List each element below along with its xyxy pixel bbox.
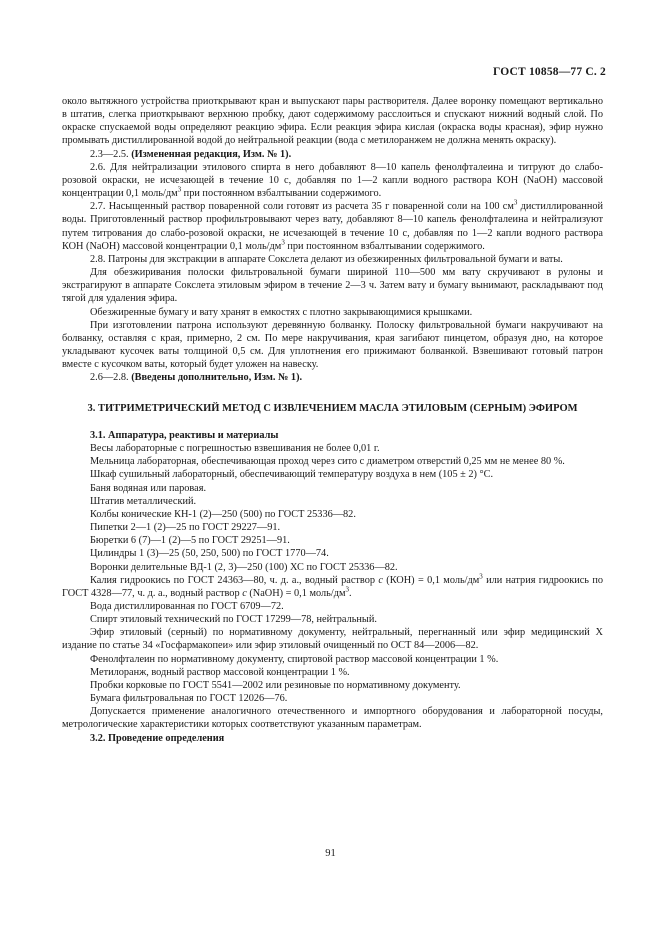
- list-item: Весы лабораторные с погрешностью взвешивания не более 0,01 г.: [90, 443, 380, 455]
- list-item: Мельница лабораторная, обеспечивающая проход через сито с диаметром отверстий 0,25 мм не менее 80 %.: [90, 456, 565, 468]
- paragraph-amendment-2-3: [62, 148, 603, 161]
- list-item: Баня водяная или паровая.: [90, 482, 207, 494]
- document-body: [62, 95, 603, 745]
- list-item: Цилиндры 1 (3)—25 (50, 250, 500) по ГОСТ 1770—74.: [90, 548, 329, 560]
- list-item: Шкаф сушильный лабораторный, обеспечивающий температуру воздуха в нем (105 ± 2) °С.: [90, 469, 494, 481]
- paragraph-cartridge: При изготовлении патрона используют деревянную болванку. Полоску фильтровальной бумаги накручивают на болванку, оставляя с края, примерно, 2 см. По мере накручивания, края загибают пинцетом, образуя дно, на которое укладывают кусочек ваты толщиной 0,5 см. Для уплотнения его прижимают болванкой. Взвешивают готовый патрон вместе с кусочком ваты, который будет уложен на навеску.: [62, 319, 603, 371]
- clause-ref: 2.3—2.5.: [90, 148, 129, 160]
- list-item: Спирт этиловый технический по ГОСТ 17299—78, нейтральный.: [90, 614, 377, 626]
- list-item: Бумага фильтровальная по ГОСТ 12026—76.: [90, 693, 288, 705]
- list-item: Эфир этиловый (серный) по нормативному документу, нейтральный, перегнанный или эфир медицинский Х издание по статье 34 «Госфармакопеи» или эфир этиловый очищенный по ОСТ 84—2006—82.: [62, 627, 603, 652]
- amendment-note: (Введены дополнительно, Изм. № 1).: [131, 372, 303, 384]
- subsection-heading: 3.2. Проведение определения: [90, 732, 225, 744]
- list-item: Фенолфталеин по нормативному документу, спиртовой раствор массовой концентрации 1 %.: [90, 653, 499, 665]
- amendment-note: (Измененная редакция, Изм. № 1).: [131, 148, 292, 160]
- paragraph-amendment-2-6: [62, 371, 603, 384]
- document-header: ГОСТ 10858—77 С. 2: [493, 66, 606, 78]
- list-item: Допускается применение аналогичного отечественного и импортного оборудования и лабораторной посуды, метрологические характеристики которых соответствуют указанным параметрам.: [62, 706, 603, 731]
- clause-ref: 2.6—2.8.: [90, 372, 129, 384]
- page-number: 91: [325, 848, 336, 859]
- paragraph-2-8: 2.8. Патроны для экстракции в аппарате Сокслета делают из обезжиренных фильтровальной бумаги и ваты.: [90, 253, 563, 265]
- list-item: Воронки делительные ВД-1 (2, 3)—250 (100) ХС по ГОСТ 25336—82.: [90, 561, 398, 573]
- paragraph-2-6: 2.6. Для нейтрализации этилового спирта в него добавляют 8—10 капель фенолфталеина и титруют до слабо-розовой окраски, не исчезающей в течение 10 с, добавляя по 1—2 капли водного раствора КОН (NaOH) массовой концентрации 0,1 моль/$дм^3$ при постоянном взбалтывании содержимого.: [62, 161, 603, 200]
- paragraph-degreasing: Для обезжиривания полоски фильтровальной бумаги шириной 110—500 мм вату скручивают в рулоны и экстрагируют в аппарате Сокслета этиловым эфиром в течение 2—3 ч. Затем вату и бумагу вынимают, раскладывают под тягой для удаления эфира.: [62, 267, 603, 305]
- list-item: Метилоранж, водный раствор массовой концентрации 1 %.: [90, 666, 350, 678]
- list-item: Пипетки 2—1 (2)—25 по ГОСТ 29227—91.: [90, 522, 281, 534]
- list-item: Пробки корковые по ГОСТ 5541—2002 или резиновые по нормативному документу.: [90, 679, 461, 691]
- paragraph-2-7: 2.7. Насыщенный раствор поваренной соли готовят из расчета 35 г поваренной соли на 100 $см^3$ дистиллированной воды. Приготовленный раствор профильтровывают через вату, добавляют 8—10 капель фенолфталеина и нейтрализуют путем титрования до слабо-розовой окраски, не исчезающей в течение 10 с, добавляя по 1—2 капли водного раствора КОН (NaOH) массовой концентрации 0,1 моль/$дм^3$ при постоянном взбалтывании содержимого.: [62, 198, 603, 252]
- subsection-heading: 3.1. Аппаратура, реактивы и материалы: [90, 429, 279, 441]
- list-item: Бюретки 6 (7)—1 (2)—5 по ГОСТ 29251—91.: [90, 535, 290, 547]
- paragraph-storage: Обезжиренные бумагу и вату хранят в емкостях с плотно закрывающимися крышками.: [90, 306, 473, 318]
- section-title: 3. ТИТРИМЕТРИЧЕСКИЙ МЕТОД С ИЗВЛЕЧЕНИЕМ МАСЛА ЭТИЛОВЫМ (СЕРНЫМ) ЭФИРОМ: [87, 403, 578, 415]
- list-item: Калия гидроокись по ГОСТ 24363—80, ч. д. а., водный раствор с (КОН) = 0,1 моль/$дм^3$ или натрия гидроокись по ГОСТ 4328—77, ч. д. а., водный раствор с (NaOH) = 0,1 моль/$дм^3$.: [62, 572, 603, 599]
- list-item: Колбы конические КН-1 (2)—250 (500) по ГОСТ 25336—82.: [90, 508, 356, 520]
- list-item: Штатив металлический.: [90, 495, 197, 507]
- list-item: Вода дистиллированная по ГОСТ 6709—72.: [90, 600, 284, 612]
- paragraph-continuation: около вытяжного устройства приоткрывают кран и выпускают пары растворителя. Далее воронку помещают вертикально в штатив, слегка приоткрывают верхнюю пробку, дают содержимому расслоиться и спускают нижний водный слой. По окраске спускаемой воды определяют реакцию эфира. Если реакция эфира кислая (окраска воды красная), эфир нужно промывать дистиллированной водой до нейтральной реакции (вода с метилоранжем не должна менять окраску).: [62, 96, 603, 147]
